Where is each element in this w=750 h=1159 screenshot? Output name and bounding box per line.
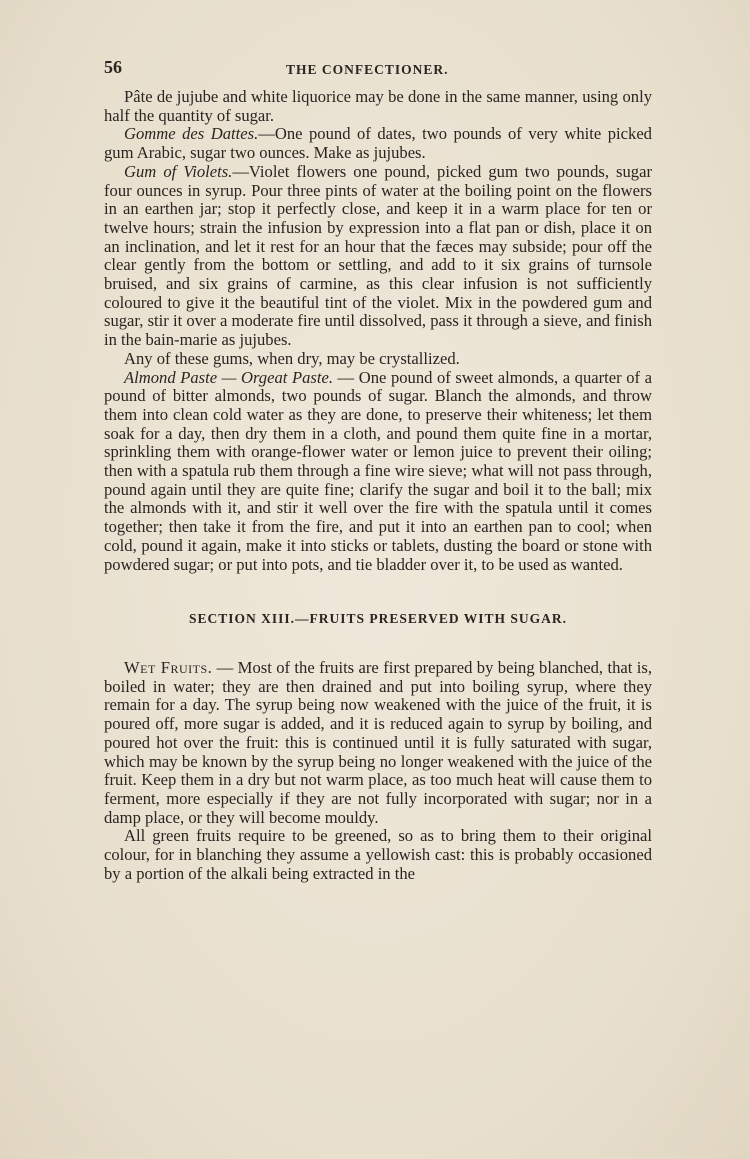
paragraph-text: All green fruits require to be greened, so as to bring them to their original colour, for in blanching they assume a yellowish cast: this is probably occasioned by a portion of the alkali being extracted in the — [104, 826, 652, 883]
paragraph-text: —One pound of dates, two pounds of very white picked gum Arabic, sugar two ounces. Make as jujubes. — [104, 124, 652, 163]
paragraph-text: — One pound of sweet almonds, a quarter of a pound of bitter almonds, two pounds of sugar. Blanch the almonds, and throw them into clean cold water as they are done, to preserve their whiteness; let them soak for a day, then dry them in a cloth, and pound them quite fine in a mortar, sprinkling them with orange-flower water or lemon juice to prevent their oiling; then with a spatula rub them through a fine wire sieve; what will not pass through, pound again until they are quite fine; clarify the sugar and boil it to the ball; mix the almonds with it, and stir it well over the fire with the spatula until it comes together; then take it from the fire, and put it into an earthen pan to cool; when cold, pound it again, make it into sticks or tablets, dusting the board or stone with powdered sugar; or put into pots, and tie bladder over it, to be used as wanted. — [104, 367, 652, 574]
paragraph-pate-de-jujube — [104, 88, 652, 125]
recipe-title: Gomme des Dattes. — [124, 124, 259, 144]
paragraph-text: Pâte de jujube and white liquorice may be done in the same manner, using only half the quantity of sugar. — [104, 87, 652, 125]
paragraph-text: —Violet flowers one pound, picked gum two pounds, sugar four ounces in syrup. Pour three pints of water at the boiling point on the flowers in an earthen jar; stop it perfectly close, and keep it in a warm place for ten or twelve hours; strain the infusion by expression into a flat pan or dish, place it on an inclination, and let it rest for an hour that the fæces may subside; pour off the clear gently from the bottom or settling, and add to it six grains of turnsole bruised, and six grains of carmine, as this clear infusion is not sufficiently coloured to give it the beautiful tint of the violet. Mix in the powdered gum and sugar, stir it over a moderate fire until dissolved, pass it through a sieve, and finish in the bain-marie as jujubes. — [104, 161, 652, 350]
section-heading: SECTION XIII.—FRUITS PRESERVED WITH SUGAR. — [188, 611, 568, 627]
paragraph-almond-paste — [104, 369, 652, 575]
paragraph-gomme-des-dattes — [104, 125, 652, 162]
paragraph-text: Any of these gums, when dry, may be crystallized. — [124, 348, 460, 368]
running-head — [104, 58, 652, 84]
paragraph-crystallized-note — [104, 350, 652, 369]
page-number: 56 — [104, 57, 122, 77]
paragraph-text: — Most of the fruits are first prepared by being blanched, that is, boiled in water; they are then drained and put into boiling syrup, where they remain for a day. The syrup being now weakened with the juice of the fruit, it is poured off, more sugar is added, and it is reduced again to syrup by boiling, and poured hot over the fruit: this is continued until it is fully saturated with sugar, which may be known by the syrup being no longer weakened with the juice of the fruit. Keep them in a dry but not warm place, as too much heat will cause them to ferment, more especially if they are not fully incorporated with sugar; nor in a damp place, or they will become mouldy. — [104, 657, 652, 827]
recipe-title: Wet Fruits. — [124, 657, 213, 677]
running-title: THE CONFECTIONER. — [286, 62, 449, 77]
recipe-title: Gum of Violets. — [124, 161, 233, 181]
paragraph-wet-fruits — [104, 659, 652, 827]
paragraph-gum-of-violets — [104, 163, 652, 350]
page-text-block — [104, 58, 652, 883]
paragraph-green-fruits — [104, 827, 652, 883]
recipe-title: Almond Paste — Orgeat Paste. — [124, 367, 333, 387]
